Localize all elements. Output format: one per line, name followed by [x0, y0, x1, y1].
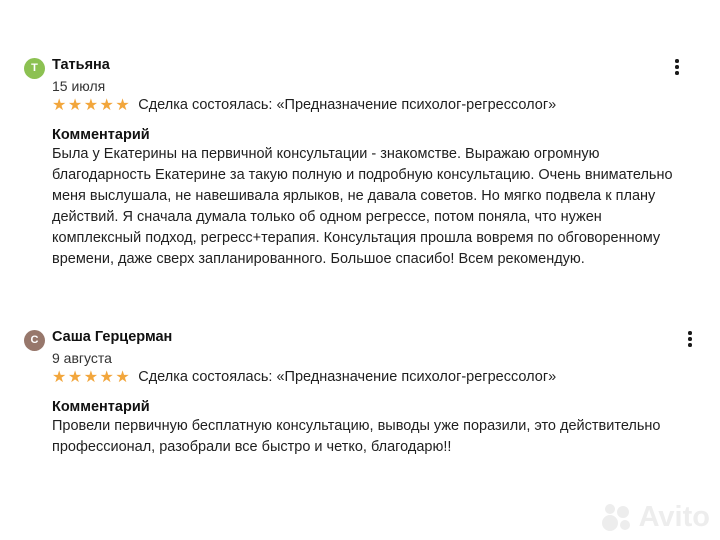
- review-card: [30, 329, 704, 458]
- review-date: 9 августа: [52, 350, 112, 366]
- avatar-initial: Т: [31, 62, 38, 74]
- star-rating-icon: ★★★★★: [52, 367, 132, 386]
- comment-text: Провели первичную бесплатную консультацию, выводы уже поразили, это действительно профессионал, разобрали все быстро и четко, благодарю!!: [52, 418, 661, 455]
- review-date: 15 июля: [52, 78, 106, 94]
- kebab-menu-icon[interactable]: [670, 58, 684, 76]
- avatar-initial: С: [30, 334, 39, 346]
- watermark-label: Avito: [638, 500, 710, 533]
- rating-row: [52, 95, 704, 115]
- deal-status: Сделка состоялась: «Предназначение психолог-регрессолог»: [138, 369, 557, 385]
- avito-logo-icon: [602, 502, 634, 532]
- kebab-menu-icon[interactable]: [683, 330, 697, 348]
- star-rating-icon: ★★★★★: [52, 95, 132, 114]
- reviewer-name: Саша Герцерман: [52, 329, 173, 345]
- review-card: [31, 57, 704, 270]
- avatar: [24, 58, 45, 79]
- avito-watermark: [602, 502, 710, 532]
- comment-text: Была у Екатерины на первичной консультации - знакомстве. Выражаю огромную благодарность Екатерине за такую полную и подробную консультацию. Очень внимательно меня выслушала, не навешивала ярлыков, не давала советов. Но мягко подвела к плану действий. Я сначала думала только об одном регрессе, потом поняла, что нужен комплексный подход, регресс+терапия. Консультация прошла вовремя по обговоренному времени, даже сверх запланированного. Большое спасибо! Всем рекомендую.: [52, 146, 673, 267]
- reviewer-name: Татьяна: [52, 57, 110, 73]
- deal-status: Сделка состоялась: «Предназначение психолог-регрессолог»: [138, 97, 557, 113]
- rating-row: [52, 367, 704, 387]
- comment-label: Комментарий: [52, 127, 150, 143]
- comment-label: Комментарий: [52, 399, 150, 415]
- avatar: [24, 330, 45, 351]
